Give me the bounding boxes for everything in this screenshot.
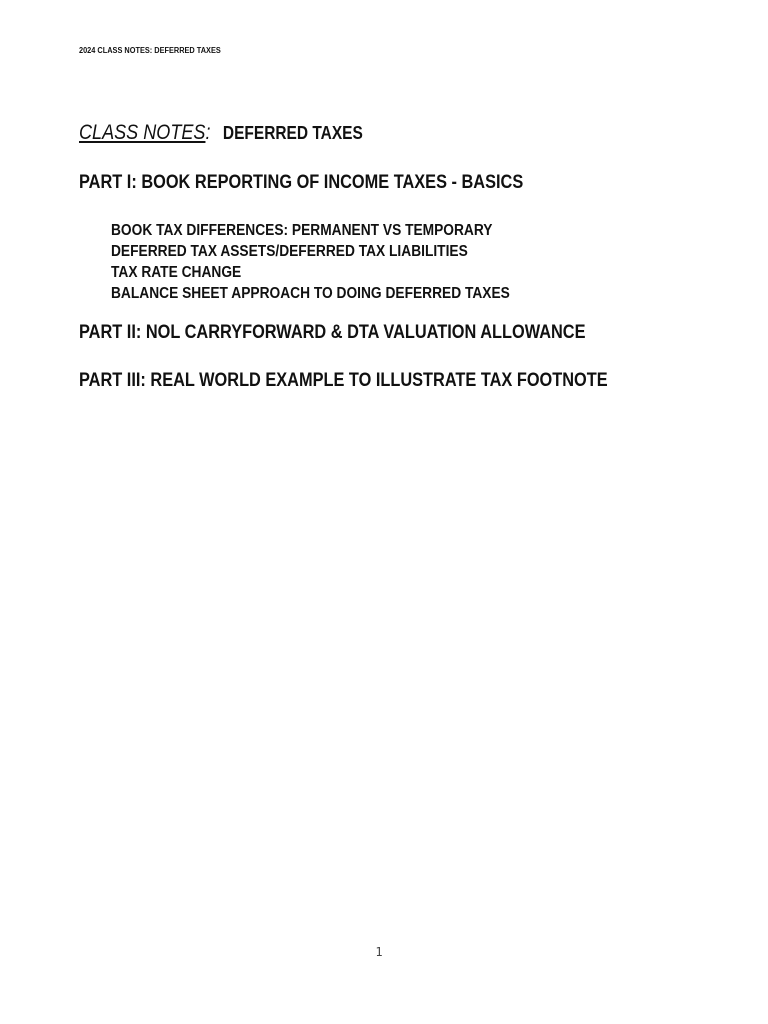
part-1-topic-list bbox=[111, 220, 510, 304]
page-header: 2024 CLASS NOTES: DEFERRED TAXES bbox=[79, 46, 221, 55]
title-subtitle: DEFERRED TAXES bbox=[222, 123, 363, 143]
topic-item: BOOK TAX DIFFERENCES: PERMANENT VS TEMPORARY bbox=[111, 222, 493, 239]
page-number: 1 bbox=[375, 945, 383, 959]
title-main: CLASS NOTES bbox=[79, 121, 206, 144]
topic-item: DEFERRED TAX ASSETS/DEFERRED TAX LIABILITIES bbox=[111, 243, 468, 260]
document-title bbox=[79, 121, 363, 145]
title-colon: : bbox=[205, 121, 211, 144]
part-3-heading: PART III: REAL WORLD EXAMPLE TO ILLUSTRATE TAX FOOTNOTE bbox=[79, 370, 608, 391]
part-2-heading: PART II: NOL CARRYFORWARD & DTA VALUATION ALLOWANCE bbox=[79, 322, 586, 343]
part-1-heading: PART I: BOOK REPORTING OF INCOME TAXES - BASICS bbox=[79, 172, 524, 193]
topic-item: BALANCE SHEET APPROACH TO DOING DEFERRED TAXES bbox=[111, 285, 510, 302]
topic-item: TAX RATE CHANGE bbox=[111, 264, 242, 281]
